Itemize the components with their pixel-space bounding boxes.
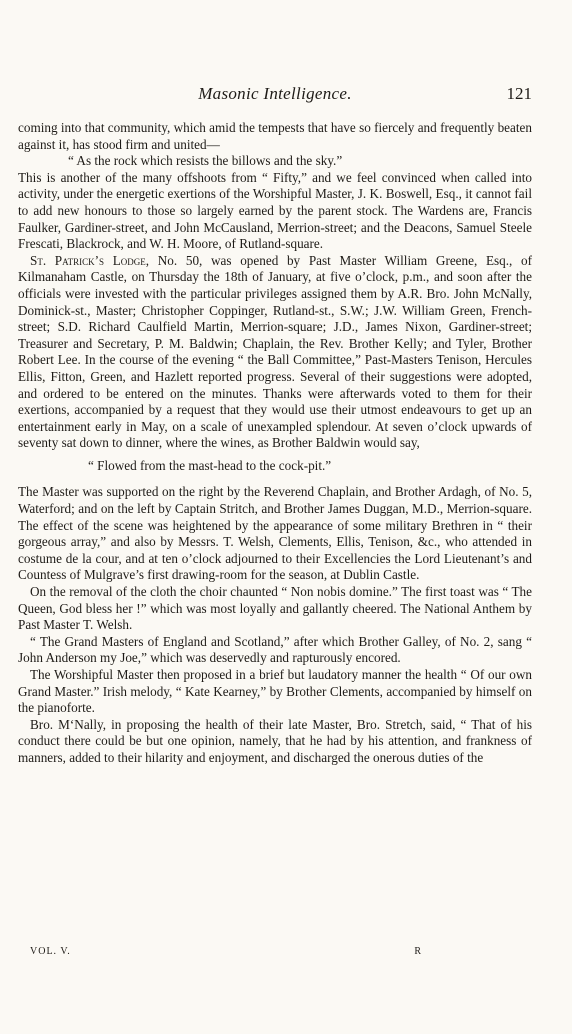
paragraph-worshipful-master: The Worshipful Master then proposed in a brief but laudatory manner the health “ Of our own Grand Master.” Irish melody, “ Kate Kearney,” by Brother Clements, accompanied by himself on the pianoforte. xyxy=(18,667,532,716)
signature-mark: R xyxy=(414,946,422,957)
paragraph-master-supported: The Master was supported on the right by the Reverend Chaplain, and Brother Ardagh, of No. 5, Waterford; and on the left by Captain Stritch, and Brother James Duggan, M.D., Merrion-square. The effect of the scene was heightened by the appearance of some military Brethren in “ their gorgeous array,” and also by Messrs. T. Welsh, Clements, Ellis, Tenison, &c., who attended in costume de la cour, and at ten o’clock adjourned to their Excellencies the Lord Lieutenant’s and Countess of Mulgrave’s first drawing-room for the season, at Dublin Castle. xyxy=(18,484,532,583)
running-head xyxy=(18,84,532,106)
paragraph-st-patricks-lodge xyxy=(18,253,532,452)
page-number: 121 xyxy=(506,84,532,103)
quotation-rock: “ As the rock which resists the billows and the sky.” xyxy=(68,153,343,169)
paragraph-grand-masters: “ The Grand Masters of England and Scotland,” after which Brother Galley, of No. 2, sang “ John Anderson my Joe,” which was deservedly and rapturously encored. xyxy=(18,633,532,666)
quotation-mast-head: “ Flowed from the mast-head to the cock-pit.” xyxy=(88,457,332,473)
paragraph-mcnally: Bro. M‘Nally, in proposing the health of their late Master, Bro. Stretch, said, “ That of his conduct there could be but one opinion, namely, that he had by his attention, and frankness of manners, added to their hilarity and enjoyment, and discharged the onerous duties of the xyxy=(18,716,532,765)
paragraph-1: coming into that community, which amid the tempests that have so fiercely and frequently beaten against it, has stood firm and united— xyxy=(18,120,532,152)
volume-label: VOL. V. xyxy=(30,946,71,957)
paragraph-offshoots: This is another of the many offshoots from “ Fifty,” and we feel convinced when called into activity, under the energetic exertions of the Worshipful Master, J. K. Boswell, Esq., it cannot fail to add new honours to those so largely earned by the parent stock. The Wardens are, Francis Faulker, Gardiner-street, and John McCausland, Merrion-street; and the Deacons, Samuel Steele Frescati, Blackrock, and W. H. Moore, of Rutland-square. xyxy=(18,169,532,252)
lodge-text: , No. 50, was opened by Past Master William Greene, Esq., of Kilmanaham Castle, on Thursday the 18th of January, at five o’clock, p.m., and soon after the officials were invested with the particular privileges assigned them by A.R. Bro. John McNally, Dominick-st., Master; Christopher Coppinger, Rutland-st., S.W.; J.W. William Green, French-street; S.D. Richard Caulfield Martin, Merrion-square; J.D., James Nixon, Gardiner-street; Treasurer and Secretary, P. M. Baldwin; Chaplain, the Rev. Brother Kelly; and Tyler, Brother Robert Lee. In the course of the evening “ the Ball Committee,” Past-Masters Tenison, Hercules Ellis, Fitton, Green, and Hazlett reported progress. Several of their suggestions were adopted, and ordered to be entered on the minutes. Thanks were afterwards voted to them for their exertions, accompanied by a request that they would use their utmost endeavours to get up an entertainment early in May, on a scale of unexampled splendour. At seven o’clock upwards of seventy sat down to dinner, where the wines, as Brother Baldwin would say, xyxy=(18,252,533,451)
article-body xyxy=(18,120,532,767)
paragraph-toasts: On the removal of the cloth the choir chaunted “ Non nobis domine.” The first toast was “ The Queen, God bless her !” which was most loyally and gallantly cheered. The National Anthem by Past Master T. Welsh. xyxy=(18,584,532,633)
running-title: Masonic Intelligence. xyxy=(198,84,352,103)
lodge-name: St. Patrick’s Lodge xyxy=(30,252,146,268)
